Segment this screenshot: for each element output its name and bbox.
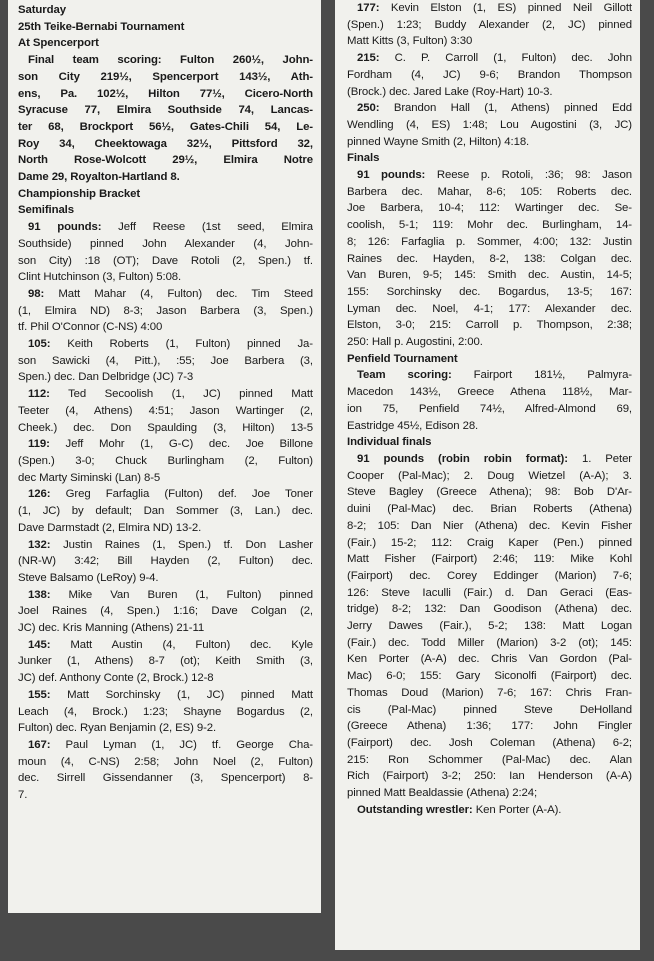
left-column (8, 0, 321, 913)
line-text: Leach (4, Brock.) 1:23; Shayne Bogardus (2, (18, 705, 313, 718)
text-line (18, 353, 313, 370)
text-line (347, 601, 632, 618)
line-text: (1, Elmira ND) 8-3; Jason Barbera (3, Spen.) (18, 304, 313, 317)
text-line (347, 618, 632, 635)
line-text: 25th Teike-Bernabi Tournament (18, 20, 185, 33)
line-text: son Sawicki (4, Pitt.), :55; Joe Barbera (3, (18, 354, 313, 367)
line-text: Spen.) dec. Dan Delbridge (JC) 7-3 (18, 371, 194, 384)
bold-lead: 91 pounds (robin robin format): (357, 452, 568, 465)
right-column (335, 0, 640, 950)
text-line (347, 167, 632, 184)
line-text: Championship Bracket (18, 187, 141, 200)
line-text: Justin Raines (1, Spen.) tf. Don Lasher (50, 538, 313, 551)
text-line (347, 50, 632, 67)
line-text: Rich (Fairport) 3-2; 250: Ian Henderson (A-A) (347, 770, 632, 783)
line-text: tf. Phil O'Connor (C-NS) 4:00 (18, 321, 163, 334)
line-text: pinned Wayne Smith (2, Hilton) 4:18. (347, 135, 530, 148)
text-line (18, 737, 313, 754)
line-text: Lyman dec. Noel, 4-1; 177: Alexander dec. (347, 302, 632, 315)
text-line (347, 267, 632, 284)
line-text: Semifinals (18, 204, 74, 217)
line-text: 250: Hall p. Augostini, 2:00. (347, 336, 483, 349)
text-line (347, 134, 632, 151)
line-text: Eastridge 45½, Edison 28. (347, 419, 479, 432)
line-text: Raines dec. Hayden, 8-2, 138: Colgan dec. (347, 252, 632, 265)
text-line (347, 518, 632, 535)
text-line (18, 453, 313, 470)
line-text: Jeff Mohr (1, G-C) dec. Joe Billone (49, 438, 313, 451)
line-text: Teeter (4, Athens) 4:51; Jason Wartinger (2, (18, 404, 313, 417)
text-line (347, 217, 632, 234)
text-line (347, 251, 632, 268)
bold-lead: 126: (28, 488, 51, 501)
text-line (347, 117, 632, 134)
text-line (347, 568, 632, 585)
text-line (18, 2, 313, 19)
line-text: (Fairport) dec. Corey Eddinger (Marion) 7-6; (347, 569, 632, 582)
text-line (347, 685, 632, 702)
text-line (347, 17, 632, 34)
line-text: 8; 126: Farfaglia p. Sommer, 4:00; 132: Justin (347, 235, 632, 248)
line-text: (Fair.) 15-2; 112: Craig Kaper (Pen.) pinned (347, 536, 632, 549)
text-line (18, 670, 313, 687)
line-text: son City) :18 (OT); Dave Rotoli (2, Spen.) tf. (18, 254, 313, 267)
bold-lead: 215: (357, 52, 380, 65)
line-text: Mac) 6-0; 155: Gary Siconolfi (Fairport) dec. (347, 670, 632, 683)
text-line (347, 702, 632, 719)
text-line (18, 470, 313, 487)
line-text: At Spencerport (18, 37, 99, 50)
text-line (18, 570, 313, 587)
line-text: dec. Sirrell Gissendanner (3, Spencerport) 8- (18, 772, 313, 785)
bold-lead: 105: (28, 338, 51, 351)
line-text: JC) def. Anthony Conte (2, Brock.) 12-8 (18, 672, 214, 685)
line-text: cis (Pal-Mac) pinned Steve DeHolland (347, 703, 632, 716)
text-line (18, 186, 313, 203)
text-line (347, 334, 632, 351)
line-text: C. P. Carroll (1, Fulton) dec. John (379, 52, 632, 65)
line-text: Individual finals (347, 436, 432, 449)
line-text: Ken Porter (A-A) dec. Chris Van Gordon (Pal- (347, 653, 632, 666)
line-text: Kevin Elston (1, ES) pinned Neil Gillott (379, 2, 632, 14)
bold-lead: 91 pounds: (28, 221, 102, 234)
text-line (18, 253, 313, 270)
text-line (347, 234, 632, 251)
line-text: son City 219½, Spencerport 143½, Ath- (18, 70, 313, 83)
line-text: Ted Secoolish (1, JC) pinned Matt (49, 388, 313, 401)
text-line (18, 286, 313, 303)
text-line (18, 620, 313, 637)
text-line (347, 0, 632, 17)
text-line (347, 651, 632, 668)
text-line (347, 100, 632, 117)
text-line (347, 768, 632, 785)
text-line (18, 86, 313, 103)
text-line (18, 386, 313, 403)
text-line (347, 284, 632, 301)
text-line (347, 184, 632, 201)
line-text: Macedon 143½, Greece Athena 118½, Mar- (347, 386, 632, 399)
text-line (347, 451, 632, 468)
text-line (18, 537, 313, 554)
text-line (18, 202, 313, 219)
line-text: Matt Mahar (4, Fulton) dec. Tim Steed (44, 287, 313, 300)
text-line (347, 551, 632, 568)
text-line (18, 603, 313, 620)
line-text: 126: Steve Iaculli (Fair.) d. Dan Geraci (Eas- (347, 586, 632, 599)
text-line (18, 35, 313, 52)
line-text: moun (4, C-NS) 2:58; John Noel (2, Fulton) (18, 755, 313, 768)
text-line (347, 718, 632, 735)
text-line (18, 219, 313, 236)
text-line (18, 653, 313, 670)
line-text: Matt Kitts (3, Fulton) 3:30 (347, 35, 473, 48)
text-line (347, 301, 632, 318)
line-text: pinned Matt Bealdassie (Athena) 2:24; (347, 787, 538, 800)
text-line (18, 269, 313, 286)
line-text: Keith Roberts (1, Fulton) pinned Ja- (50, 338, 313, 351)
text-line (347, 484, 632, 501)
text-line (18, 754, 313, 771)
line-text: North Rose-Wolcott 29½, Elmira Notre (18, 154, 313, 167)
text-line (18, 102, 313, 119)
bold-lead: 98: (28, 287, 45, 300)
bold-lead: 155: (28, 688, 51, 701)
text-line (18, 520, 313, 537)
text-line (347, 785, 632, 802)
bold-lead: 132: (28, 538, 51, 551)
text-line (347, 802, 632, 819)
text-line (18, 503, 313, 520)
text-line (18, 319, 313, 336)
line-text: Mike Van Buren (1, Fulton) pinned (50, 588, 313, 601)
line-text: Matt Austin (4, Fulton) dec. Kyle (50, 638, 313, 651)
text-line (18, 687, 313, 704)
line-text: Joel Raines (4, Spen.) 1:16; Dave Colgan (2, (18, 605, 313, 618)
line-text: tridge) 8-2; 132: Dan Goodison (Athena) dec. (347, 603, 632, 616)
text-line (347, 150, 632, 167)
line-text: Finals (347, 152, 380, 165)
line-text: Fordham (4, JC) 9-6; Brandon Thompson (347, 68, 632, 81)
line-text: Fulton) dec. Ryan Benjamin (2, ES) 9-2. (18, 722, 217, 735)
text-line (18, 52, 313, 69)
bold-lead: 91 pounds: (357, 169, 426, 182)
line-text: 155: Sorchinsky dec. Bogardus, 13-5; 167: (347, 285, 632, 298)
text-line (18, 770, 313, 787)
bold-lead: Outstanding wrestler: (357, 803, 473, 816)
text-line (18, 587, 313, 604)
text-line (18, 236, 313, 253)
text-line (347, 351, 632, 368)
text-line (18, 369, 313, 386)
line-text: Barbera dec. Mahar, 8-6; 105: Roberts dec. (347, 185, 632, 198)
line-text: Dame 29, Royalton-Hartland 8. (18, 171, 180, 184)
text-line (18, 119, 313, 136)
text-line (347, 317, 632, 334)
line-text: Wendling (4, ES) 1:48; Lou Augostini (3, JC) (347, 118, 632, 131)
line-text: Brandon Hall (1, Athens) pinned Edd (379, 102, 632, 115)
text-line (347, 33, 632, 50)
text-line (347, 585, 632, 602)
line-text: Southside) pinned John Alexander (4, John- (18, 237, 313, 250)
line-text: 1. Peter (567, 452, 632, 465)
line-text: (1, JC) by default; Dan Sommer (3, Lan.) dec. (18, 505, 313, 518)
line-text: JC) dec. Kris Manning (Athens) 21-11 (18, 622, 205, 635)
text-line (347, 84, 632, 101)
line-text: (Fair.) dec. Todd Miller (Marion) 3-2 (ot); 145: (347, 636, 632, 649)
text-line (18, 720, 313, 737)
line-text: Steve Bagley (Greece Athena); 98: Bob D'Ar- (347, 486, 632, 499)
line-text: Junker (1, Athens) 8-7 (ot); Keith Smith (3, (18, 655, 313, 668)
line-text: Paul Lyman (1, JC) tf. George Cha- (50, 738, 313, 751)
line-text: Saturday (18, 4, 66, 16)
text-line (18, 553, 313, 570)
text-line (347, 67, 632, 84)
line-text: duini (Pal-Mac) dec. Brian Roberts (Athena) (347, 503, 632, 516)
text-line (347, 752, 632, 769)
line-text: Ken Porter (A-A). (472, 803, 562, 816)
line-text: Fairport 181½, Palmyra- (451, 369, 632, 382)
line-text: Van Buren, 9-5; 145: Smith dec. Austin, 14-5; (347, 269, 632, 282)
line-text: Jeff Reese (1st seed, Elmira (101, 221, 313, 234)
line-text: Clint Hutchinson (3, Fulton) 5:08. (18, 271, 182, 284)
bold-lead: Team scoring: (357, 369, 452, 382)
text-line (347, 668, 632, 685)
line-text: Reese p. Rotoli, :36; 98: Jason (425, 169, 632, 182)
line-text: 8-2; 105: Dan Nier (Athena) dec. Kevin Fisher (347, 519, 632, 532)
text-line (18, 303, 313, 320)
text-line (18, 436, 313, 453)
line-text: Steve Balsamo (LeRoy) 9-4. (18, 571, 159, 584)
line-text: ion 75, Penfield 74½, Alfred-Almond 69, (347, 402, 632, 415)
line-text: Cooper (Pal-Mac); 2. Doug Wietzel (A-A); 3. (347, 469, 632, 482)
line-text: Jerry Dawes (Fair.), 5-2; 138: Matt Logan (347, 620, 632, 633)
line-text: Dave Darmstadt (2, Elmira ND) 13-2. (18, 521, 202, 534)
line-text: Greg Farfaglia (Fulton) def. Joe Toner (50, 488, 313, 501)
text-line (347, 635, 632, 652)
line-text: coolish, 5-1; 119: Mohr dec. Burlingham, 14- (347, 219, 632, 232)
text-line (347, 418, 632, 435)
line-text: Penfield Tournament (347, 352, 458, 365)
text-line (18, 637, 313, 654)
text-line (347, 434, 632, 451)
text-line (18, 69, 313, 86)
line-text: (Greece Athena) 1:36; 177: John Fingler (347, 720, 632, 733)
line-text: Matt Sorchinsky (1, JC) pinned Matt (50, 688, 313, 701)
line-text: (NR-W) 3:42; Bill Hayden (2, Fulton) dec. (18, 555, 313, 568)
text-line (347, 735, 632, 752)
text-line (18, 136, 313, 153)
text-line (347, 535, 632, 552)
line-text: (Fairport) dec. Josh Coleman (Athena) 6-2; (347, 736, 632, 749)
line-text: 7. (18, 789, 28, 802)
text-line (347, 468, 632, 485)
text-line (18, 486, 313, 503)
line-text: Roy 34, Cheektowaga 32½, Pittsford 32, (18, 137, 313, 150)
text-line (18, 704, 313, 721)
line-text: Syracuse 77, Elmira Southside 74, Lancas- (18, 104, 313, 117)
bold-lead: 167: (28, 738, 51, 751)
line-text: (Spen.) 1:23; Buddy Alexander (2, JC) pinned (347, 18, 632, 31)
text-line (18, 19, 313, 36)
line-text: ter 68, Brockport 56½, Gates-Chili 54, Le- (18, 120, 313, 133)
line-text: (Spen.) 3-0; Chuck Burlingham (2, Fulton) (18, 454, 313, 467)
line-text: Matt Fisher (Fairport) 2:46; 119: Mike Kohl (347, 553, 632, 566)
text-line (18, 336, 313, 353)
text-line (347, 401, 632, 418)
line-text: Joe Barbera, 10-4; 112: Wartinger dec. Se- (347, 202, 632, 215)
bold-lead: 250: (357, 102, 380, 115)
bold-lead: 119: (28, 438, 50, 451)
line-text: Elston, 3-0; 215: Carroll p. Thompson, 2:38; (347, 319, 632, 332)
bold-lead: 112: (28, 388, 50, 401)
text-line (347, 200, 632, 217)
text-line (18, 787, 313, 804)
text-line (18, 403, 313, 420)
text-line (18, 169, 313, 186)
bold-lead: 145: (28, 638, 51, 651)
text-line (347, 367, 632, 384)
line-text: (Brock.) dec. Jared Lake (Roy-Hart) 10-3. (347, 85, 553, 98)
text-line (18, 152, 313, 169)
line-text: Cheek.) dec. Don Spaulding (3, Hilton) 13-5 (18, 421, 313, 434)
bold-lead: 138: (28, 588, 51, 601)
text-line (347, 501, 632, 518)
bold-lead: 177: (357, 2, 380, 14)
line-text: 215: Ron Schommer (Pal-Mac) dec. Alan (347, 753, 632, 766)
text-line (347, 384, 632, 401)
line-text: ens, Pa. 102½, Hilton 77½, Cicero-North (18, 87, 313, 100)
text-line (18, 420, 313, 437)
line-text: Final team scoring: Fulton 260½, John- (28, 54, 313, 67)
line-text: dec Marty Siminski (Lan) 8-5 (18, 471, 161, 484)
line-text: Thomas Doud (Marion) 7-6; 167: Chris Fran- (347, 686, 632, 699)
